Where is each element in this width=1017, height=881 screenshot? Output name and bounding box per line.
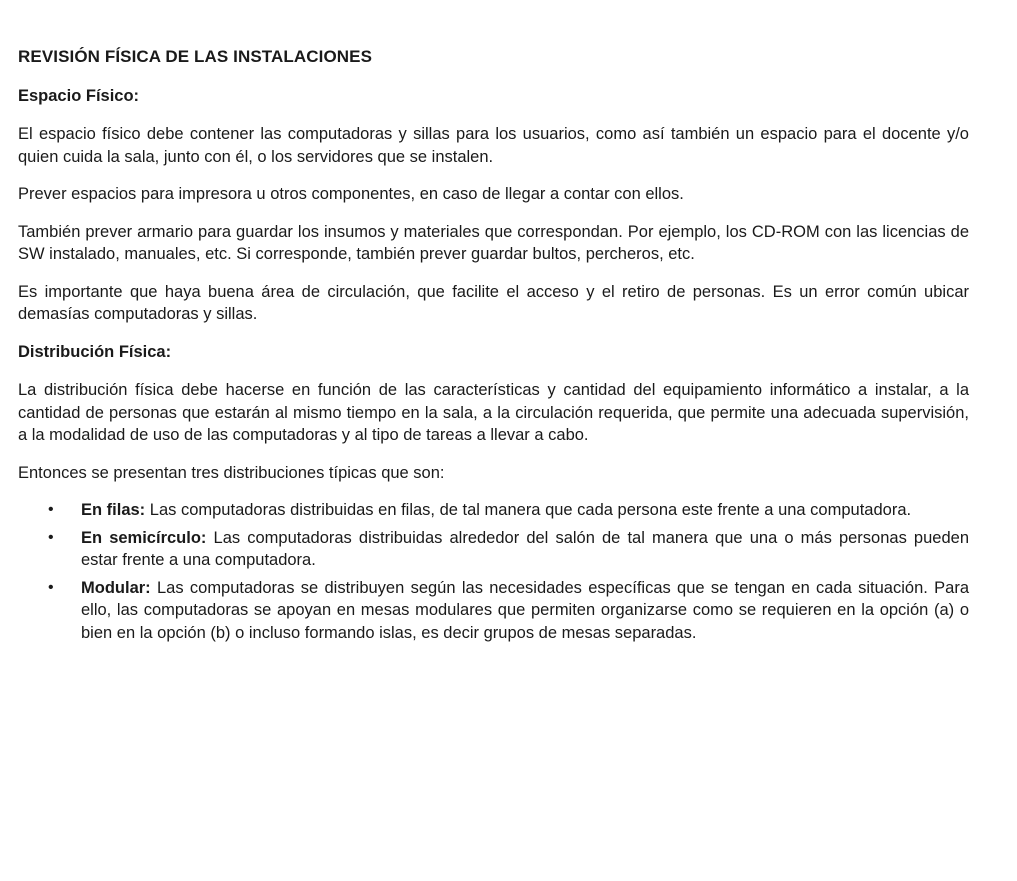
- document-title: REVISIÓN FÍSICA DE LAS INSTALACIONES: [18, 47, 373, 66]
- list-item-term: En semicírculo:: [81, 528, 207, 547]
- list-item-term: Modular:: [81, 578, 151, 597]
- list-item-en-filas: [48, 499, 969, 522]
- paragraph-espacio-2: Prever espacios para impresora u otros componentes, en caso de llegar a contar con ellos.: [18, 185, 684, 203]
- paragraph-espacio-1: El espacio físico debe contener las computadoras y sillas para los usuarios, como así también un espacio para el docente y/o quien cuida la sala, junto con él, o los servidores que se instalen.: [18, 125, 969, 166]
- paragraph-distribucion-2: Entonces se presentan tres distribuciones típicas que son:: [18, 463, 445, 482]
- section-heading-distribucion-fisica: Distribución Física:: [18, 342, 172, 361]
- bullet-icon: •: [48, 578, 54, 596]
- list-item-text: Las computadoras distribuidas alrededor del salón de tal manera que una o más personas pueden estar frente a una computadora.: [81, 528, 969, 569]
- list-item-text: Las computadoras distribuidas en filas, de tal manera que cada persona este frente a una computadora.: [145, 501, 912, 519]
- distribution-types-list: [18, 499, 969, 644]
- list-item-modular: [48, 577, 969, 645]
- paragraph-distribucion-1: La distribución física debe hacerse en función de las características y cantidad del equipamiento informático a instalar, a la cantidad de personas que estarán al mismo tiempo en la sala, a la circulación requerida, que permite una adecuada supervisión, a la modalidad de uso de las computadoras y al tipo de tareas a llevar a cabo.: [18, 381, 969, 444]
- list-item-en-semicirculo: [48, 527, 969, 572]
- section-heading-espacio-fisico: Espacio Físico:: [18, 86, 140, 105]
- bullet-icon: •: [48, 528, 54, 546]
- list-item-text: Las computadoras se distribuyen según las necesidades específicas que se tengan en cada situación. Para ello, las computadoras se apoyan en mesas modulares que permiten organizarse como se requieren en la opción (a) o bien en la opción (b) o incluso formando islas, es decir grupos de mesas separadas.: [81, 578, 969, 642]
- bullet-icon: •: [48, 501, 54, 518]
- list-item-term: En filas:: [81, 501, 146, 519]
- paragraph-espacio-4: Es importante que haya buena área de circulación, que facilite el acceso y el retiro de personas. Es un error común ubicar demasías computadoras y sillas.: [18, 282, 969, 323]
- paragraph-espacio-3: También prever armario para guardar los insumos y materiales que correspondan. Por ejemplo, los CD-ROM con las licencias de SW instalado, manuales, etc. Si corresponde, también prever guardar bultos, percheros, etc.: [18, 222, 969, 263]
